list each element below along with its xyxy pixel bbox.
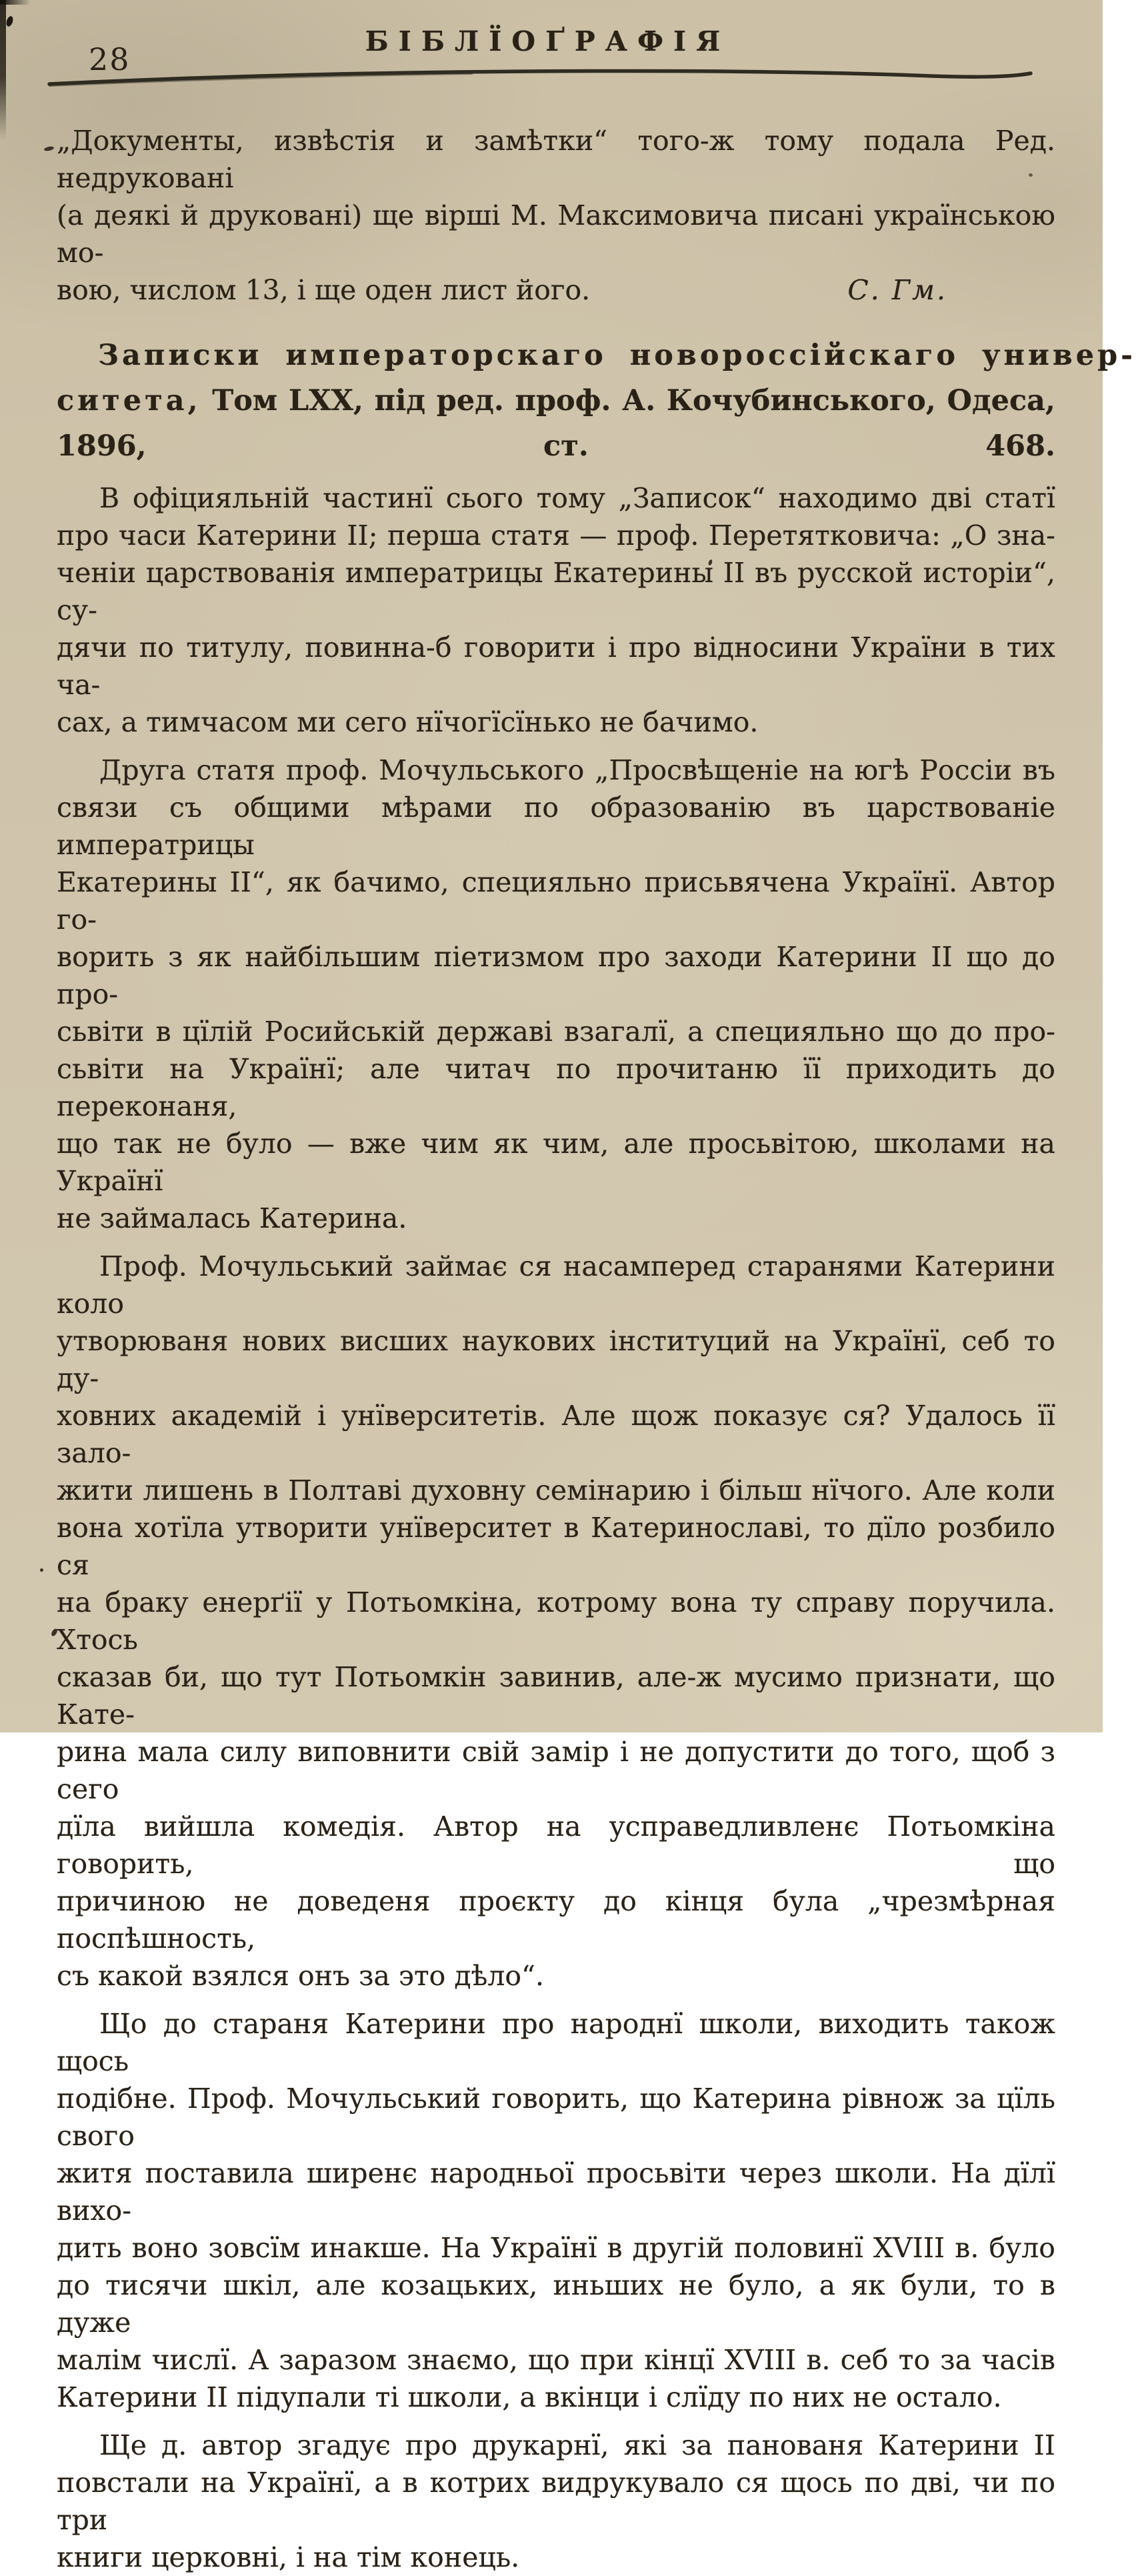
running-title: БІБЛЇОҐРАФІЯ: [365, 25, 731, 57]
paragraph: [57, 479, 1055, 741]
text-line: Катерини II підупали ті школи, а вкінци і слїду по них не остало.: [57, 2381, 1002, 2413]
text-line: рина мала силу виповнити свій замір і не допустити до того, щоб з сего: [57, 1736, 1055, 1805]
text-line-content: вою, числом 13, і ще оден лист його.: [57, 274, 591, 306]
text-line: дить воно зовсїм инакше. На Українї в другій половинї XVIII в. було: [57, 2232, 1055, 2264]
paragraph: [57, 752, 1055, 1237]
text-line: сах, а тимчасом ми сего нїчогїсїнько не бачимо.: [57, 706, 759, 738]
page-header: [0, 0, 1103, 93]
ink-speck: [40, 1568, 43, 1572]
text-line: не займалась Катерина.: [57, 1202, 407, 1234]
text-line: про часи Катерини II; перша статя — проф. Перетятковича: „О зна-: [57, 519, 1055, 551]
text-line: подібне. Проф. Мочульський говорить, що Катерина рівнож за цїль свого: [57, 2083, 1055, 2152]
heading-line: ситета, Том LXX, під ред. проф. А. Кочубинського, Одеса, 1896, ст. 468.: [57, 384, 1055, 463]
paragraph: [57, 2427, 1055, 2576]
text-line: Проф. Мочульський займає ся насамперед старанями Катерини коло: [57, 1250, 1055, 1320]
heading-spaced-word: ситета,: [57, 384, 201, 417]
text-line: житя поставила ширенє народньої просьвіти через школи. На дїлї вихо-: [57, 2157, 1055, 2227]
text-line: (а деякі й друковані) ще вірші М. Максимовича писані українською мо-: [57, 199, 1055, 269]
text-line: ховних академій і унїверситетів. Але щож показує ся? Удалось її зало-: [57, 1400, 1055, 1469]
text-line: утворюваня нових висших наукових інституций на Українї, себ то ду-: [57, 1325, 1055, 1394]
text-block: [57, 122, 1136, 2576]
text-line: дячи по титулу, повинна-б говорити і про відносини України в тих ча-: [57, 631, 1055, 701]
text-line: малім числї. А заразом знаємо, що при кінцї XVIII в. себ то за часів: [57, 2344, 1055, 2376]
text-line: съ какой взялся онъ за это дѣло“.: [57, 1960, 545, 1992]
text-line: дїла вийшла комедія. Автор на усправедливленє Потьомкіна говорить, що: [57, 1810, 1055, 1880]
text-line: Друга статя проф. Мочульського „Просвѣщеніе на югѣ Россіи въ: [99, 754, 1055, 786]
text-line: ворить з як найбільшим піетизмом про заходи Катерини II що до про-: [57, 941, 1055, 1010]
text-line: связи съ общими мѣрами по образованію въ царствованіе императрицы: [57, 792, 1055, 861]
text-line: повстали на Українї, а в котрих видрукувало ся щось по дві, чи по три: [57, 2467, 1055, 2536]
ink-speck: [44, 146, 55, 152]
text-line: сьвіти на Українї; але читач по прочитаню її приходить до переконаня,: [57, 1053, 1055, 1122]
review-entry-heading: [57, 333, 1136, 469]
text-line: вона хотїла утворити унїверситет в Катеринославі, то дїло розбило ся: [57, 1512, 1055, 1581]
text-line: Що до стараня Катерини про народнї школи, виходить також щось: [57, 2008, 1055, 2077]
text-line: що так не було — вже чим як чим, але просьвітою, школами на Українї: [57, 1128, 1055, 1197]
text-line: сьвіти в цїлій Росийській державі взагалї, а специяльно що до про-: [57, 1016, 1055, 1048]
text-line: на браку енерґії у Потьомкіна, котрому вона ту справу поручила. Хтось: [57, 1586, 1055, 1656]
text-line: Ще д. автор згадує про друкарнї, які за панованя Катерини II: [99, 2429, 1055, 2461]
text-line: Екатерины II“, як бачимо, специяльно присьвячена Українї. Автор го-: [57, 866, 1055, 936]
page-number: 28: [89, 41, 131, 77]
header-rule: [45, 65, 1044, 92]
text-line: сказав би, що тут Потьомкін завинив, але-ж мусимо признати, що Кате-: [57, 1661, 1055, 1730]
paragraph: [57, 2005, 1055, 2416]
text-line: до тисячи шкіл, але козацьких, иньших не було, а як були, то в дуже: [57, 2269, 1055, 2339]
continuation-paragraph: [57, 122, 1055, 309]
text-line: жити лишень в Полтаві духовну семінарию і більш нїчого. Але коли: [57, 1474, 1055, 1506]
text-line: ченіи царствованія императрицы Екатерины II въ русской исторіи“, су-: [57, 557, 1055, 626]
text-line: [57, 271, 1055, 309]
reviewer-signature: С. Гм.: [847, 274, 947, 306]
text-line: „Документы, извѣстія и замѣтки“ того-ж тому подала Ред. недруковані: [57, 125, 1055, 194]
heading-line: Записки императорскаго новороссійскаго универ-: [98, 339, 1136, 372]
text-line: книги церковні, і на тім конець.: [57, 2541, 520, 2573]
text-line: В офіцияльній частинї сього тому „Записок“ находимо дві статї: [99, 482, 1055, 514]
paragraph: [57, 1248, 1055, 1995]
text-line: причиною не доведеня проєкту до кінця була „чрезмѣрная поспѣшность,: [57, 1885, 1055, 1955]
